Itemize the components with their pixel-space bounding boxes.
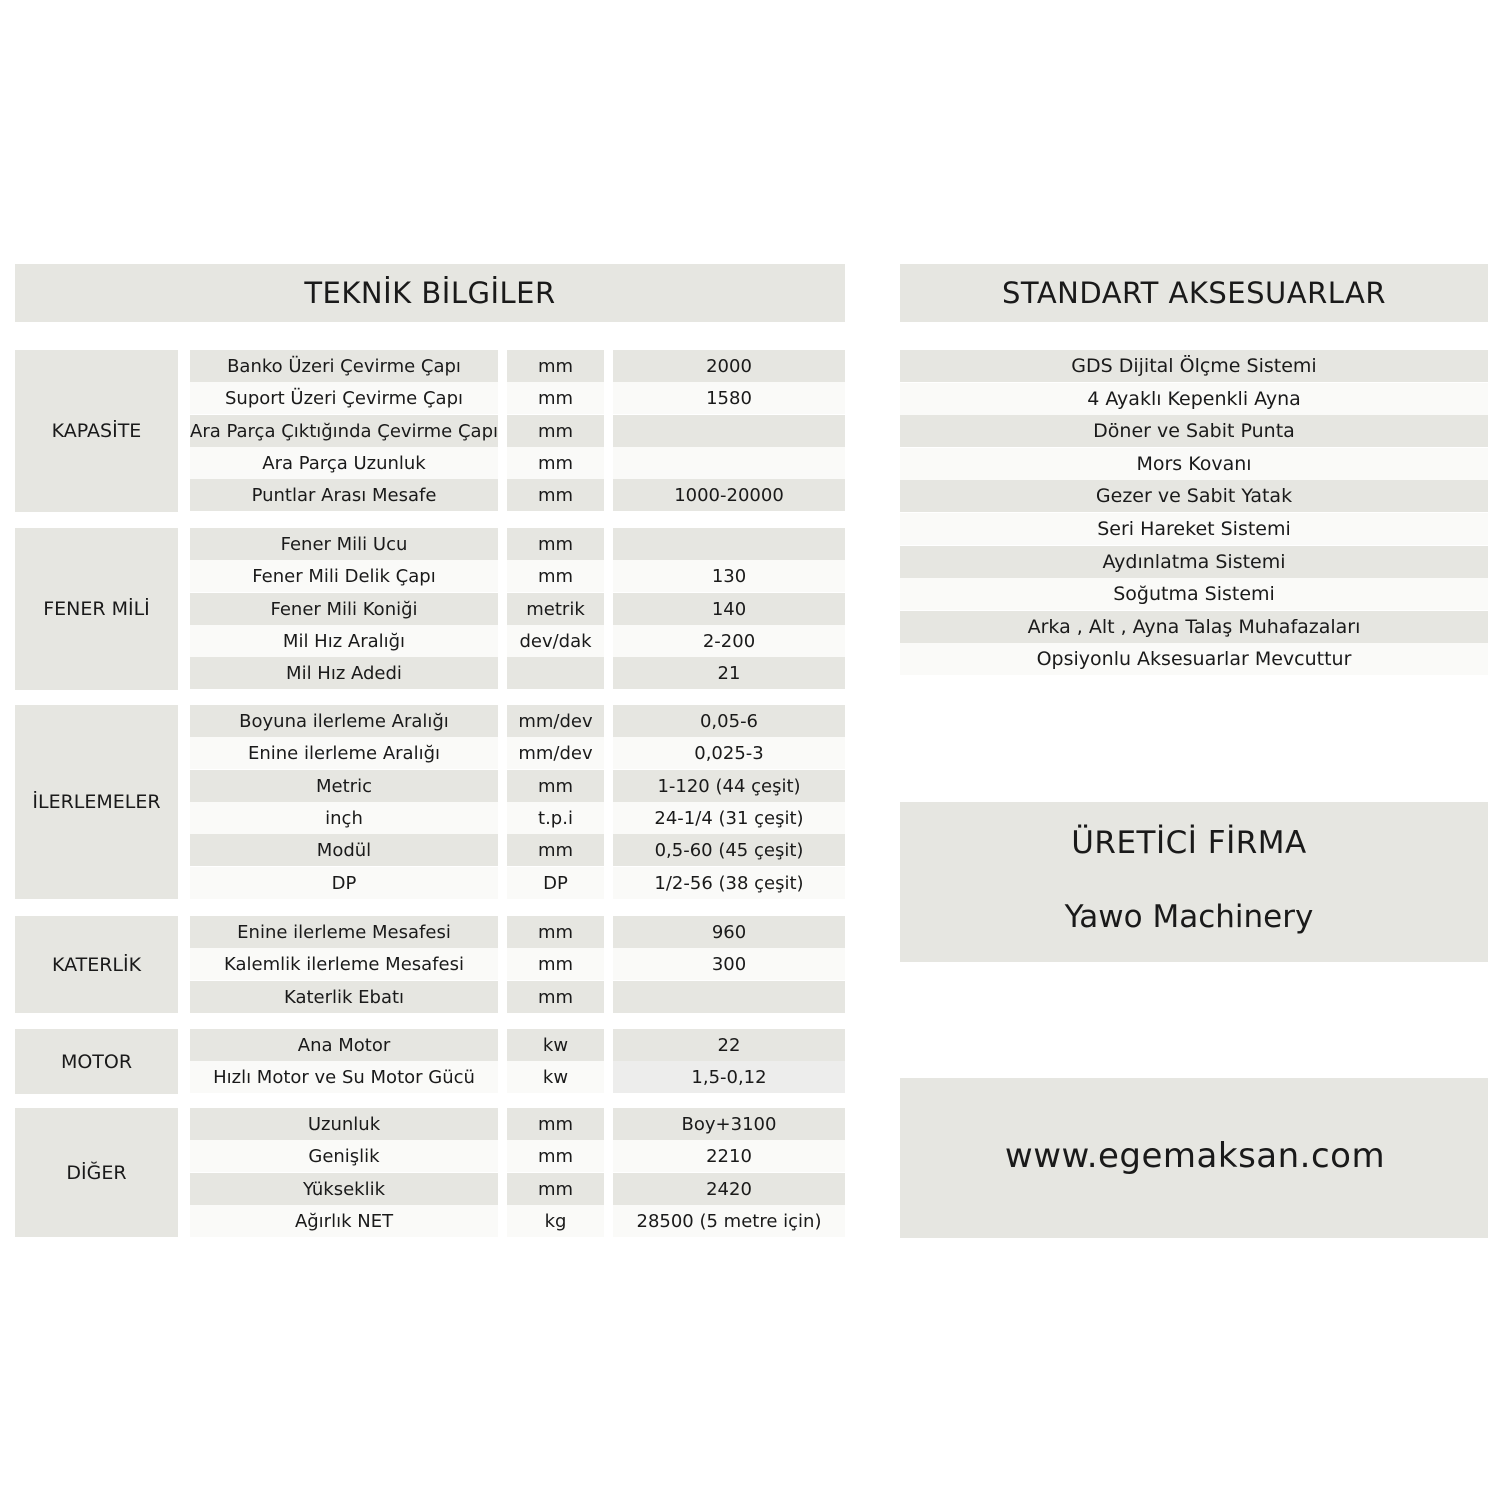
spec-label: Ana Motor [190, 1029, 498, 1061]
spec-value: 130 [613, 560, 845, 592]
technical-info-title-text: TEKNİK BİLGİLER [304, 276, 556, 310]
spec-unit: dev/dak [507, 625, 604, 657]
spec-value [613, 528, 845, 560]
website-link[interactable]: www.egemaksan.com [1004, 1136, 1386, 1176]
spec-unit: mm [507, 415, 604, 447]
spec-label: Suport Üzeri Çevirme Çapı [190, 382, 498, 414]
accessory-item: Arka , Alt , Ayna Talaş Muhafazaları [900, 611, 1488, 643]
spec-unit: t.p.i [507, 802, 604, 834]
spec-value [613, 981, 845, 1013]
manufacturer-card [900, 802, 1488, 962]
spec-label: Katerlik Ebatı [190, 981, 498, 1013]
spec-value: 2210 [613, 1140, 845, 1172]
spec-unit: mm [507, 1108, 604, 1140]
spec-group-label: DİĞER [15, 1108, 178, 1237]
spec-value: 2-200 [613, 625, 845, 657]
accessory-item: 4 Ayaklı Kepenkli Ayna [900, 383, 1488, 415]
spec-value: Boy+3100 [613, 1108, 845, 1140]
spec-value: 0,025-3 [613, 737, 845, 769]
spec-unit: mm/dev [507, 705, 604, 737]
spec-label: Yükseklik [190, 1173, 498, 1205]
spec-value [613, 447, 845, 479]
accessory-item: Gezer ve Sabit Yatak [900, 480, 1488, 512]
spec-unit: mm [507, 834, 604, 866]
spec-unit: mm [507, 447, 604, 479]
spec-label: Fener Mili Delik Çapı [190, 560, 498, 592]
spec-unit: mm [507, 916, 604, 948]
spec-group-label: FENER MİLİ [15, 528, 178, 690]
spec-label: Puntlar Arası Mesafe [190, 479, 498, 511]
spec-label: Kalemlik ilerleme Mesafesi [190, 948, 498, 980]
spec-label: Hızlı Motor ve Su Motor Gücü [190, 1061, 498, 1093]
spec-label: Ağırlık NET [190, 1205, 498, 1237]
spec-value [613, 415, 845, 447]
accessory-item: Seri Hareket Sistemi [900, 513, 1488, 545]
spec-value: 1-120 (44 çeşit) [613, 770, 845, 802]
spec-label: Genişlik [190, 1140, 498, 1172]
manufacturer-title: ÜRETİCİ FİRMA [1071, 825, 1307, 861]
spec-value: 0,5-60 (45 çeşit) [613, 834, 845, 866]
spec-group-label: KATERLİK [15, 916, 178, 1013]
spec-label: Enine ilerleme Mesafesi [190, 916, 498, 948]
spec-unit: mm [507, 528, 604, 560]
spec-label: Fener Mili Ucu [190, 528, 498, 560]
spec-unit: mm/dev [507, 737, 604, 769]
spec-unit: mm [507, 948, 604, 980]
spec-value: 300 [613, 948, 845, 980]
spec-label: Uzunluk [190, 1108, 498, 1140]
spec-unit: mm [507, 770, 604, 802]
spec-label: Banko Üzeri Çevirme Çapı [190, 350, 498, 382]
spec-value: 24-1/4 (31 çeşit) [613, 802, 845, 834]
spec-value: 22 [613, 1029, 845, 1061]
spec-group-label: MOTOR [15, 1029, 178, 1094]
spec-value: 1000-20000 [613, 479, 845, 511]
spec-unit: mm [507, 1140, 604, 1172]
accessory-item: Döner ve Sabit Punta [900, 415, 1488, 447]
spec-label: Enine ilerleme Aralığı [190, 737, 498, 769]
accessory-item: Mors Kovanı [900, 448, 1488, 480]
spec-label: Modül [190, 834, 498, 866]
spec-unit: metrik [507, 593, 604, 625]
spec-value: 1/2-56 (38 çeşit) [613, 867, 845, 899]
spec-label: Metric [190, 770, 498, 802]
accessory-item: Soğutma Sistemi [900, 578, 1488, 610]
accessory-item: Aydınlatma Sistemi [900, 546, 1488, 578]
spec-value: 1,5-0,12 [613, 1061, 845, 1093]
spec-unit [507, 657, 604, 689]
spec-value: 28500 (5 metre için) [613, 1205, 845, 1237]
accessory-item: GDS Dijital Ölçme Sistemi [900, 350, 1488, 382]
technical-info-title [15, 264, 845, 322]
spec-unit: DP [507, 867, 604, 899]
spec-unit: mm [507, 1173, 604, 1205]
spec-value: 2000 [613, 350, 845, 382]
spec-group-label: KAPASİTE [15, 350, 178, 512]
standard-accessories-title [900, 264, 1488, 322]
spec-label: DP [190, 867, 498, 899]
spec-value: 21 [613, 657, 845, 689]
spec-value: 0,05-6 [613, 705, 845, 737]
spec-value: 2420 [613, 1173, 845, 1205]
spec-value: 960 [613, 916, 845, 948]
accessory-item: Opsiyonlu Aksesuarlar Mevcuttur [900, 643, 1488, 675]
spec-value: 140 [613, 593, 845, 625]
website-card [900, 1078, 1488, 1238]
spec-label: inçh [190, 802, 498, 834]
manufacturer-name: Yawo Machinery [1064, 899, 1314, 935]
spec-label: Ara Parça Çıktığında Çevirme Çapı [190, 415, 498, 447]
spec-unit: kw [507, 1029, 604, 1061]
spec-unit: mm [507, 350, 604, 382]
spec-label: Mil Hız Adedi [190, 657, 498, 689]
spec-unit: mm [507, 479, 604, 511]
spec-group-label: İLERLEMELER [15, 705, 178, 899]
spec-unit: mm [507, 382, 604, 414]
spec-unit: mm [507, 981, 604, 1013]
spec-unit: kw [507, 1061, 604, 1093]
spec-label: Mil Hız Aralığı [190, 625, 498, 657]
spec-label: Boyuna ilerleme Aralığı [190, 705, 498, 737]
standard-accessories-title-text: STANDART AKSESUARLAR [1001, 276, 1387, 310]
spec-unit: mm [507, 560, 604, 592]
spec-unit: kg [507, 1205, 604, 1237]
spec-label: Ara Parça Uzunluk [190, 447, 498, 479]
spec-label: Fener Mili Koniği [190, 593, 498, 625]
spec-value: 1580 [613, 382, 845, 414]
